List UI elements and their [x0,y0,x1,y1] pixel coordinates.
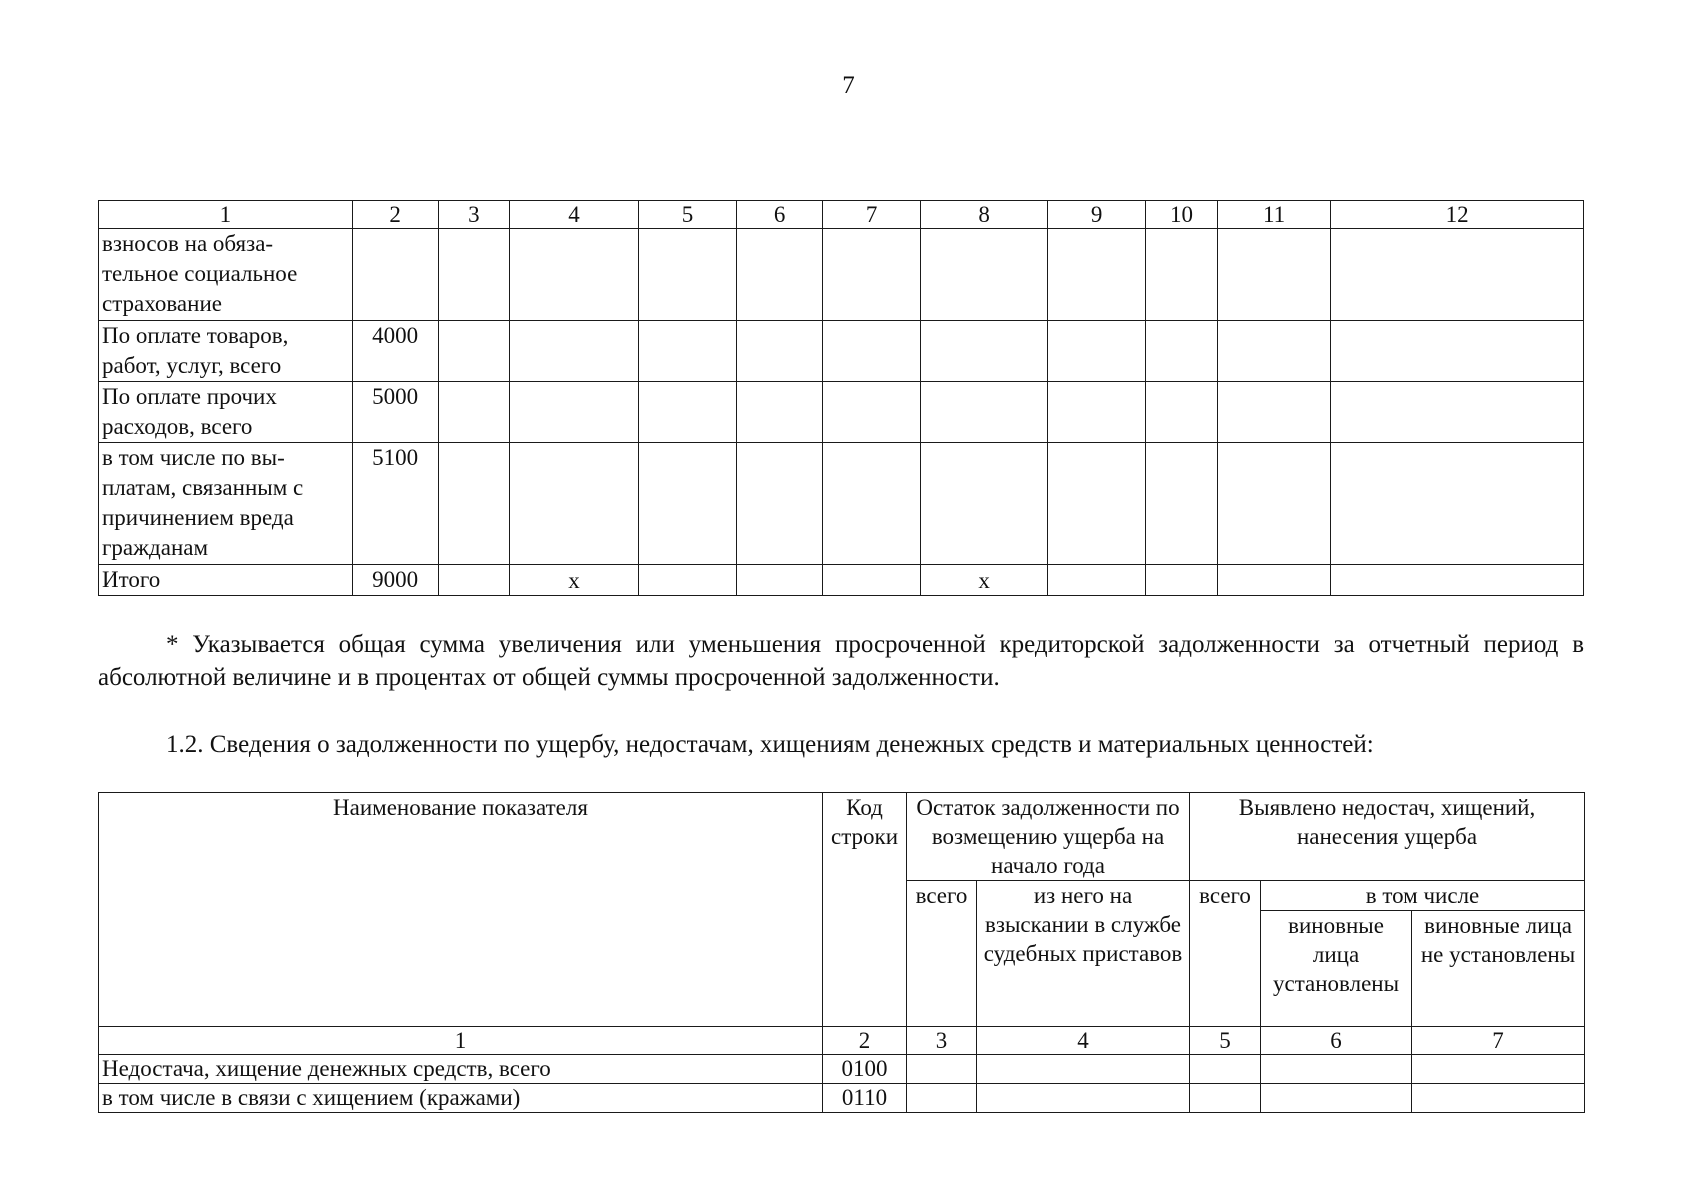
cell [737,321,823,382]
col-num: 1 [99,201,353,229]
col-num: 1 [99,1027,823,1055]
cell [1217,382,1331,443]
cell-x-mark: x [510,565,639,596]
cell [510,229,639,321]
header-not-established: виновные лица не установлены [1412,911,1585,1027]
cell [1217,229,1331,321]
row-code: 5100 [352,443,438,565]
row-name: Недостача, хищение денежных средств, всего [99,1055,823,1084]
cell-x-mark: x [921,565,1048,596]
header-found: Выявлено недостач, хищений, нанесения ущерба [1190,793,1585,881]
cell [921,382,1048,443]
cell [638,229,736,321]
table-row [99,443,1584,565]
cell [1048,229,1146,321]
row-code: 4000 [352,321,438,382]
col-num: 11 [1217,201,1331,229]
cell [1412,1055,1585,1084]
cell [1331,382,1584,443]
cell [510,382,639,443]
cell [921,229,1048,321]
footnote: * Указывается общая сумма увеличения или уменьшения просроченной кредиторской задолженности за отчетный период в абсолютной величине и в процентах от общей суммы просроченной задолженности. [98,631,1584,691]
cell [638,565,736,596]
col-num: 6 [737,201,823,229]
col-num: 10 [1146,201,1218,229]
cell [1331,229,1584,321]
col-num: 9 [1048,201,1146,229]
row-code [352,229,438,321]
col-num: 7 [1412,1027,1585,1055]
cell [1261,1084,1412,1113]
cell [1048,382,1146,443]
row-name: в том числе по вы- платам, связанным с причинением вреда гражданам [99,443,353,565]
col-num: 8 [921,201,1048,229]
row-name: По оплате прочих расходов, всего [99,382,353,443]
row-code: 9000 [352,565,438,596]
cell [921,443,1048,565]
table-row [99,1084,1585,1113]
cell [823,443,921,565]
col-num: 2 [823,1027,907,1055]
row-code: 5000 [352,382,438,443]
cell [823,321,921,382]
page-number: 7 [842,72,855,99]
debt-table-continued [98,200,1584,596]
cell [510,443,639,565]
col-num: 3 [438,201,510,229]
table-row [99,1055,1585,1084]
cell [438,229,510,321]
cell [737,229,823,321]
cell [1331,565,1584,596]
cell [737,565,823,596]
col-num: 3 [907,1027,977,1055]
cell [977,1055,1190,1084]
col-num: 7 [823,201,921,229]
header-row-code: Код строки [823,793,907,1027]
table-row [99,382,1584,443]
cell [907,1055,977,1084]
cell [438,382,510,443]
cell [1048,321,1146,382]
cell [438,321,510,382]
header-indicator-name: Наименование показателя [99,793,823,1027]
col-num: 5 [638,201,736,229]
row-code: 0110 [823,1084,907,1113]
header-total: всего [907,881,977,1027]
cell [438,565,510,596]
cell [1190,1084,1261,1113]
cell [1190,1055,1261,1084]
cell [1331,321,1584,382]
cell [823,229,921,321]
cell [907,1084,977,1113]
cell [438,443,510,565]
cell [1048,565,1146,596]
cell [1146,321,1218,382]
cell [1146,229,1218,321]
cell [638,382,736,443]
cell [510,321,639,382]
damage-debt-table [98,792,1585,1113]
column-number-row [99,1027,1585,1055]
col-num: 4 [977,1027,1190,1055]
column-number-row [99,201,1584,229]
cell [977,1084,1190,1113]
col-num: 4 [510,201,639,229]
cell [1146,382,1218,443]
cell [737,382,823,443]
row-name: Итого [99,565,353,596]
row-name: в том числе в связи с хищением (кражами) [99,1084,823,1113]
header-of-it: из него на взыскании в службе судебных приставов [977,881,1190,1027]
cell [638,321,736,382]
table-row [99,321,1584,382]
header-including: в том числе [1261,881,1585,911]
cell [1217,443,1331,565]
header-total: всего [1190,881,1261,1027]
cell [638,443,736,565]
cell [1146,443,1218,565]
cell [1412,1084,1585,1113]
header-row [99,793,1585,881]
cell [921,321,1048,382]
row-name: взносов на обяза- тельное социальное страхование [99,229,353,321]
cell [1146,565,1218,596]
cell [1048,443,1146,565]
cell [1217,565,1331,596]
col-num: 12 [1331,201,1584,229]
cell [737,443,823,565]
header-balance: Остаток задолженности по возмещению ущерба на начало года [907,793,1190,881]
cell [1331,443,1584,565]
col-num: 2 [352,201,438,229]
row-code: 0100 [823,1055,907,1084]
section-title: 1.2. Сведения о задолженности по ущербу, недостачам, хищениям денежных средств и материальных ценностей: [166,731,1374,758]
cell [823,565,921,596]
table-row [99,229,1584,321]
col-num: 6 [1261,1027,1412,1055]
col-num: 5 [1190,1027,1261,1055]
cell [823,382,921,443]
row-name: По оплате товаров, работ, услуг, всего [99,321,353,382]
cell [1217,321,1331,382]
table-row-total [99,565,1584,596]
header-established: виновные лица установлены [1261,911,1412,1027]
cell [1261,1055,1412,1084]
